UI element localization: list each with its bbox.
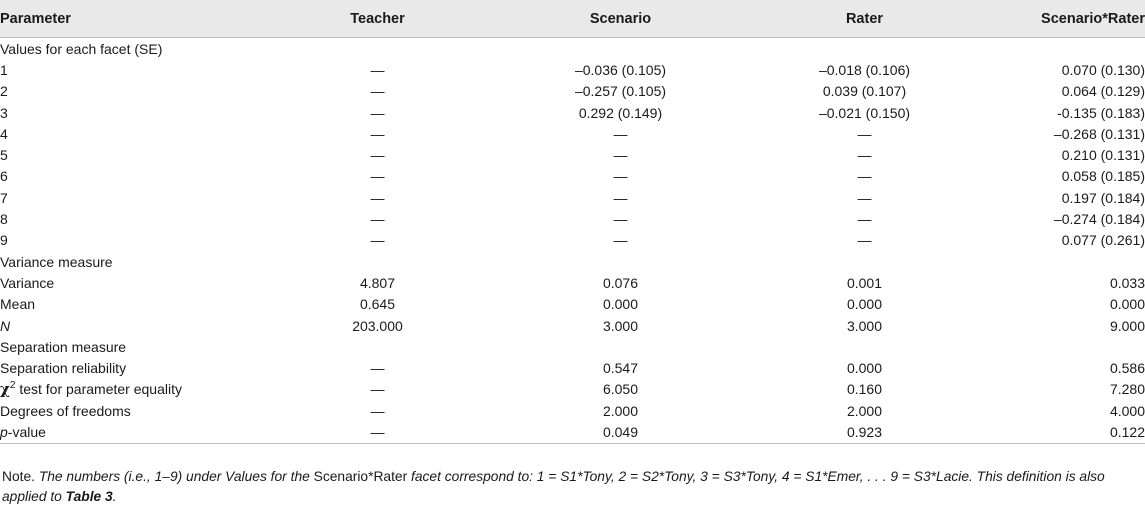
section-title: Variance measure [0, 253, 113, 270]
note-table-ref: Table 3 [65, 489, 113, 504]
table-cell: — [857, 211, 872, 228]
table-row [0, 81, 1145, 102]
row-label-rest: -value [7, 423, 46, 440]
table-cell: –0.268 (0.131) [1053, 125, 1145, 142]
section-title: Separation measure [0, 338, 127, 355]
row-label-rest: test for parameter equality [15, 381, 182, 398]
table-cell: 7.280 [1109, 381, 1145, 398]
table-cell: — [857, 232, 872, 249]
table-cell: 0.001 [846, 274, 883, 291]
table-cell: — [370, 61, 385, 78]
table-cell: 0.122 [987, 421, 1145, 443]
table-cell: 0.000 [1109, 296, 1145, 313]
table-cell: — [370, 360, 385, 377]
header-scenario: Scenario [499, 0, 742, 38]
chi-symbol [0, 380, 15, 398]
row-label: N [0, 317, 11, 334]
table-cell: 2.000 [602, 402, 639, 419]
table-cell: 0.000 [846, 296, 883, 313]
table-cell: 0.586 [1109, 360, 1145, 377]
header-row [0, 0, 1145, 38]
row-label: 4 [0, 125, 8, 142]
note-text-1: The numbers (i.e., 1–9) under Values for the [38, 469, 314, 484]
table-row [0, 59, 1145, 80]
table-row [0, 379, 1145, 400]
table-cell: –0.257 (0.105) [574, 83, 667, 100]
table-row [0, 187, 1145, 208]
table-cell: 0.064 (0.129) [1061, 83, 1145, 100]
table-cell: — [613, 189, 628, 206]
header-rater: Rater [742, 0, 987, 38]
row-label: 5 [0, 147, 8, 164]
table-cell: — [370, 211, 385, 228]
table-cell: 0.077 (0.261) [1061, 232, 1145, 249]
table-row [0, 294, 1145, 315]
table-cell: — [370, 104, 385, 121]
table-cell: — [613, 168, 628, 185]
table-cell: –0.274 (0.184) [1053, 211, 1145, 228]
table-cell: — [256, 421, 499, 443]
table-cell: 0.210 (0.131) [1061, 147, 1145, 164]
table-cell: 0.070 (0.130) [1061, 61, 1145, 78]
table-cell: — [857, 189, 872, 206]
table-cell: — [370, 83, 385, 100]
table-cell: 0.547 [602, 360, 639, 377]
table-cell: 0.000 [846, 360, 883, 377]
table-row [0, 400, 1145, 421]
table-cell: 3.000 [846, 317, 883, 334]
note-text-2: facet correspond to: 1 = S1*Tony, 2 = S2*Tony, 3 = S3*Tony, 4 = S1*Emer, . . . 9 = S3*Lacie. This definition is also applied to [2, 469, 1105, 504]
header-scenario-rater: Scenario*Rater [987, 0, 1145, 38]
header-teacher: Teacher [256, 0, 499, 38]
table-cell: — [857, 125, 872, 142]
table-cell: 0.292 (0.149) [578, 104, 663, 121]
table-cell: — [613, 232, 628, 249]
table-cell: — [370, 381, 385, 398]
row-label: Separation reliability [0, 360, 127, 377]
table-cell: 0.923 [742, 421, 987, 443]
row-label: 7 [0, 189, 8, 206]
table-row [0, 102, 1145, 123]
table-row [0, 208, 1145, 229]
table-cell: 0.076 [602, 274, 639, 291]
table-cell: 0.039 (0.107) [822, 83, 907, 100]
row-label: 9 [0, 232, 8, 249]
table-cell: 0.033 [1109, 274, 1145, 291]
table-cell: –0.021 (0.150) [818, 104, 911, 121]
table-cell: — [370, 402, 385, 419]
note-facet: Scenario*Rater [313, 469, 408, 484]
table-cell: 0.645 [359, 296, 396, 313]
row-label: Variance [0, 274, 55, 291]
table-cell: 3.000 [602, 317, 639, 334]
table-cell: 6.050 [602, 381, 639, 398]
section-row [0, 336, 1145, 357]
table-row [0, 357, 1145, 378]
section-row [0, 251, 1145, 272]
table-cell: — [613, 211, 628, 228]
table-cell: — [857, 147, 872, 164]
table-cell: -0.135 (0.183) [1057, 104, 1145, 121]
note-prefix: Note. [2, 469, 39, 484]
row-label: 8 [0, 211, 8, 228]
row-label [0, 379, 256, 400]
row-label: 2 [0, 83, 8, 100]
table-row [0, 144, 1145, 165]
table-cell: 9.000 [1109, 317, 1145, 334]
row-label: 1 [0, 61, 8, 78]
table-cell: — [613, 125, 628, 142]
header-parameter: Parameter [0, 0, 256, 38]
table-cell: — [370, 168, 385, 185]
table-cell: –0.036 (0.105) [574, 61, 667, 78]
table-row [0, 230, 1145, 251]
note-end: . [112, 489, 117, 504]
table-cell: — [370, 125, 385, 142]
chi-letter: χ [0, 380, 10, 399]
table-cell: 2.000 [846, 402, 883, 419]
table-cell: 4.807 [359, 274, 396, 291]
section-title: Values for each facet (SE) [0, 40, 163, 57]
row-label [0, 421, 256, 443]
row-label: 3 [0, 104, 8, 121]
table-note [2, 467, 1140, 507]
table-cell: 0.000 [602, 296, 639, 313]
table-cell: 0.058 (0.185) [1061, 168, 1145, 185]
table-row [0, 421, 1145, 443]
row-label: Degrees of freedoms [0, 402, 131, 419]
row-label: Mean [0, 296, 36, 313]
row-label-italic: p [0, 423, 8, 440]
table-cell: 203.000 [352, 317, 403, 334]
table-cell: — [370, 232, 385, 249]
table-row [0, 166, 1145, 187]
table-row [0, 272, 1145, 293]
table-cell: 0.049 [499, 421, 742, 443]
section-row [0, 38, 1145, 60]
chi-superscript: 2 [9, 380, 16, 392]
table-cell: — [857, 168, 872, 185]
table-cell: — [370, 189, 385, 206]
table-cell: 0.197 (0.184) [1061, 189, 1145, 206]
row-label: 6 [0, 168, 8, 185]
table-cell: 0.160 [846, 381, 883, 398]
table-body [0, 38, 1145, 444]
table-row [0, 315, 1145, 336]
table-row [0, 123, 1145, 144]
table-cell: 4.000 [1109, 402, 1145, 419]
table-cell: — [613, 147, 628, 164]
table-cell: –0.018 (0.106) [818, 61, 911, 78]
table-cell: — [370, 147, 385, 164]
